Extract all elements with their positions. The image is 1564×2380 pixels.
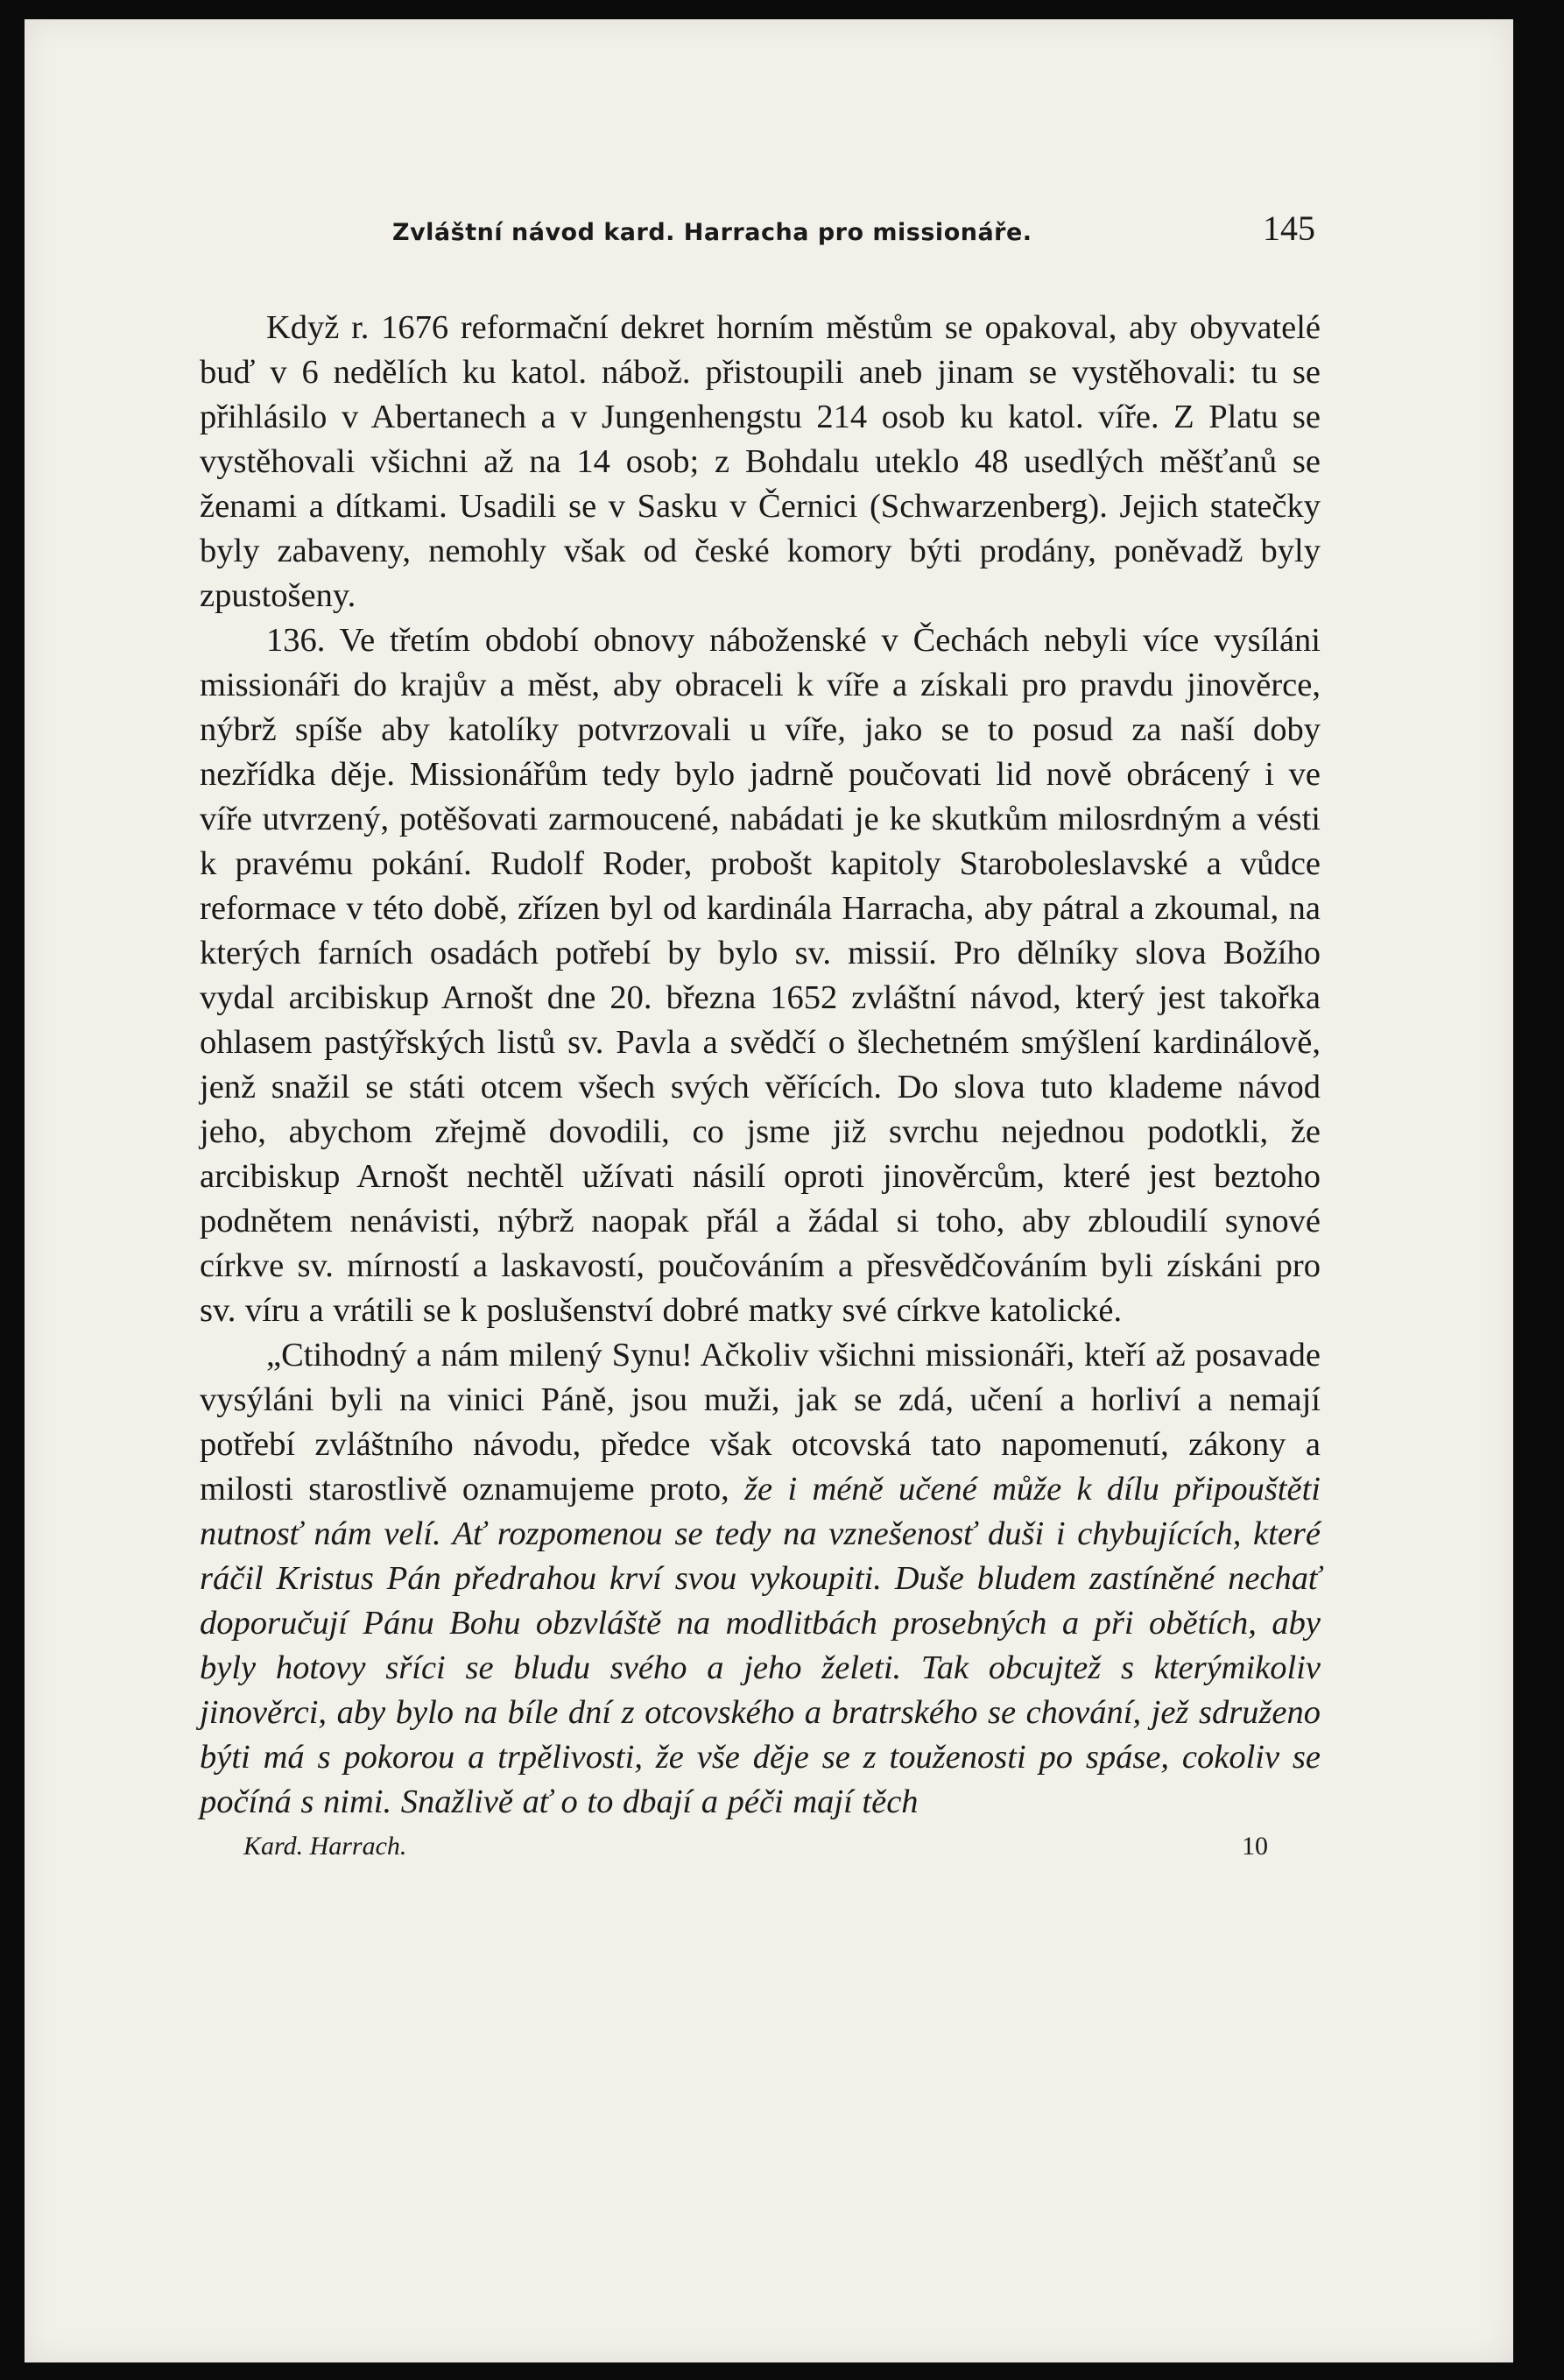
running-title: Zvláštní návod kard. Harracha pro missionáře.	[392, 219, 1032, 246]
text-block	[200, 208, 1321, 1861]
paragraph-1: Když r. 1676 reformační dekret horním městům se opakoval, aby obyvatelé buď v 6 nedělích ku katol. nábož. přistoupili aneb jinam se vystěhovali: tu se přihlásilo v Abertanech a v Jungenhengstu 214 osob ku katol. víře. Z Platu se vystěhovali všichni až na 14 osob; z Bohdalu uteklo 48 usedlých měšťanů se ženami a dítkami. Usadili se v Sasku v Černici (Schwarzenberg). Jejich statečky byly zabaveny, nemohly však od české komory býti prodány, poněvadž byly zpustošeny.	[200, 309, 1321, 614]
paragraph-3-roman: „Ctihodný a nám milený Synu! Ačkoliv všichni missionáři, kteří až posavade vysýláni byli na vinici Páně, jsou muži, jak se zdá, učení a horliví a nemají potřebí zvláštního návodu, předce však otcovská tato napomenutí, zákony a milosti starostlivě oznamujeme proto,	[200, 1337, 1321, 1508]
page-number: 145	[1263, 208, 1315, 248]
paragraph-3	[200, 1333, 1321, 1825]
book-page	[25, 19, 1513, 2362]
paragraph-3-italic: že i méně učené může k dílu připouštěti nutnosť nám velí. Ať rozpomenou se tedy na vznešenosť duši i chybujících, které ráčil Kristus Pán předrahou krví svou vykoupiti. Duše bludem zastíněné nechať doporučují Pánu Bohu obzvláště na modlitbách prosebných a při obětích, aby byly hotovy sříci se bludu svého a jeho želeti. Tak obcujtež s kterýmikoliv jinověrci, aby bylo na bíle dní z otcovského a bratrského se chování, jež sdruženo býti má s pokorou a trpělivosti, že vše děje se z touženosti po spáse, cokoliv se počíná s nimi. Snažlivě ať o to dbají a péči mají těch	[200, 1471, 1321, 1820]
page-footer	[200, 1832, 1321, 1861]
running-head	[200, 208, 1321, 260]
footer-sheet-number: 10	[1242, 1832, 1268, 1861]
paragraph-2: 136. Ve třetím období obnovy náboženské v Čechách nebyli více vysíláni missionáři do krajův a měst, aby obraceli k víře a získali pro pravdu jinověrce, nýbrž spíše aby katolíky potvrzovali u víře, jako se to posud za naší doby nezřídka děje. Missionářům tedy bylo jadrně poučovati lid nově obrácený i ve víře utvrzený, potěšovati zarmoucené, nabádati je ke skutkům milosrdným a vésti k pravému pokání. Rudolf Roder, probošt kapitoly Staroboleslavské a vůdce reformace v této době, zřízen byl od kardinála Harracha, aby pátral a zkoumal, na kterých farních osadách potřebí by bylo sv. missií. Pro dělníky slova Božího vydal arcibiskup Arnošt dne 20. března 1652 zvláštní návod, který jest takořka ohlasem pastýřských listů sv. Pavla a svědčí o šlechetném smýšlení kardinálově, jenž snažil se státi otcem všech svých věřících. Do slova tuto klademe návod jeho, abychom zřejmě dovodili, co jsme již svrchu nejednou podotkli, že arcibiskup Arnošt nechtěl užívati násilí oproti jinověrcům, které jest beztoho podnětem nenávisti, nýbrž naopak přál a žádal si toho, aby zbloudilí synové církve sv. mírností a laskavostí, poučováním a přesvědčováním byli získáni pro sv. víru a vrátili se k poslušenství dobré matky své církve katolické.	[200, 622, 1321, 1329]
footer-signature: Kard. Harrach.	[243, 1832, 407, 1861]
